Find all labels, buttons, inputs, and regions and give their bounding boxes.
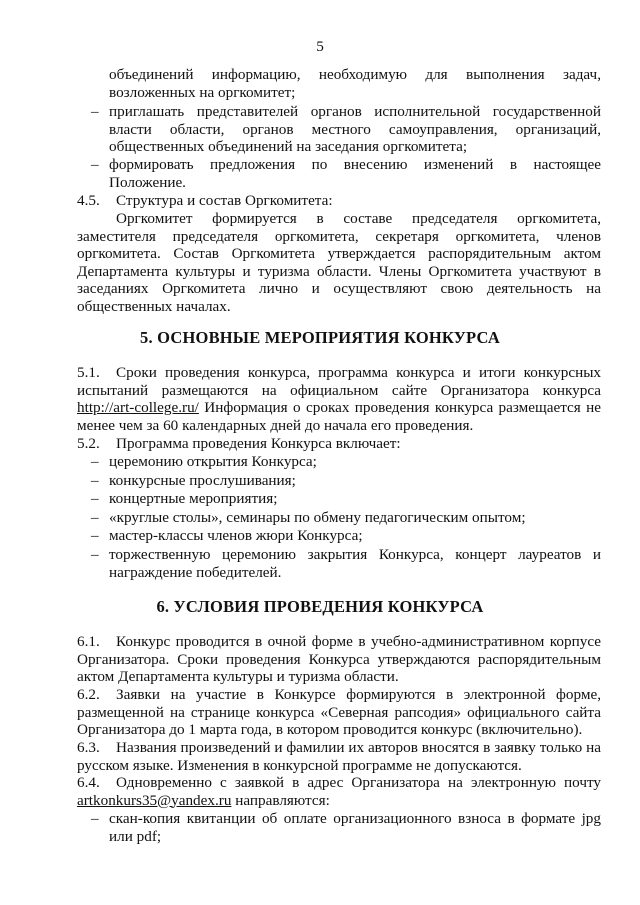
bullet-dash-icon: – (91, 156, 99, 173)
clause-6-1 (77, 633, 601, 686)
list-item (91, 472, 601, 490)
bullet-dash-icon: – (91, 472, 99, 489)
list-item (91, 527, 601, 545)
list-item (91, 490, 601, 508)
clause-4-5-title (77, 192, 601, 210)
clause-number: 6.4. (77, 774, 100, 791)
section-6-heading: 6. УСЛОВИЯ ПРОВЕДЕНИЯ КОНКУРСА (156, 597, 484, 616)
list-item-text: церемонию открытия Конкурса; (109, 453, 317, 470)
clause-text: Названия произведений и фамилии их авторов вносятся в заявку только на русском языке. Изменения в конкурсной программе не допускаются. (77, 739, 601, 774)
clause-6-2 (77, 686, 601, 739)
clause-number: 4.5. (77, 192, 100, 209)
bullet-dash-icon: – (91, 546, 99, 563)
list-item (91, 509, 601, 527)
clause-title: Структура и состав Оргкомитета: (116, 192, 333, 209)
list-item-text: конкурсные прослушивания; (109, 472, 296, 489)
bullet-dash-icon: – (91, 490, 99, 507)
college-site-link[interactable]: http://art-college.ru/ (77, 399, 199, 417)
bullet-dash-icon: – (91, 453, 99, 470)
clause-text: Программа проведения Конкурса включает: (116, 435, 401, 452)
clause-number: 5.1. (77, 364, 100, 381)
list-item (91, 810, 601, 845)
list-item (91, 103, 601, 156)
list-item (91, 546, 601, 581)
clause-text: Сроки проведения конкурса, программа конкурса и итоги конкурсных испытаний размещаются на официальном сайте Организатора конкурса (77, 364, 601, 399)
list-item-text: «круглые столы», семинары по обмену педагогическим опытом; (109, 509, 526, 526)
clause-text: Одновременно с заявкой в адрес Организатора на электронную почту (116, 774, 601, 791)
clause-number: 5.2. (77, 435, 100, 452)
clause-text: Конкурс проводится в очной форме в учебно-административном корпусе Организатора. Сроки проведения Конкурса утверждаются распорядительным актом Департамента культуры и туризма области. (77, 633, 601, 686)
page-number: 5 (316, 38, 324, 55)
clause-text-continued: Информация о сроках проведения конкурса размещается не менее чем за 60 календарных дней до начала его проведения. (77, 399, 602, 434)
clause-number: 6.1. (77, 633, 100, 650)
section-5-heading: 5. ОСНОВНЫЕ МЕРОПРИЯТИЯ КОНКУРСА (140, 328, 500, 347)
clause-text: Оргкомитет формируется в составе председателя оргкомитета, заместителя председателя оргкомитета, секретаря оргкомитета, членов оргкомитета. Состав Оргкомитета утверждается распорядительным актом Департамента культуры и туризма области. Члены Оргкомитета участвуют в заседаниях Оргкомитета лично и осуществляют свою деятельность на общественных началах. (77, 210, 601, 315)
clause-5-2 (77, 435, 601, 453)
bullet-dash-icon: – (91, 103, 99, 120)
continuation-line-2: возложенных на оргкомитет; (109, 84, 296, 101)
clause-6-4 (77, 774, 601, 809)
list-item-text: формировать предложения по внесению изменений в настоящее Положение. (109, 156, 601, 191)
list-item-text: скан-копия квитанции об оплате организационного взноса в формате jpg или pdf; (109, 810, 601, 845)
clause-number: 6.2. (77, 686, 100, 703)
list-item-text: приглашать представителей органов исполнительной государственной власти области, органов местного самоуправления, организаций, общественных объединений на заседания оргкомитета; (109, 103, 601, 156)
continuation-line-1: объединений информацию, необходимую для выполнения задач, (109, 66, 601, 83)
bullet-dash-icon: – (91, 527, 99, 544)
list-item (91, 453, 601, 471)
clause-4-5-text (77, 210, 601, 316)
list-item-text: торжественную церемонию закрытия Конкурса, концерт лауреатов и награждение победителей. (109, 546, 601, 581)
clause-5-1 (77, 364, 601, 434)
clause-6-3 (77, 739, 601, 774)
bullet-dash-icon: – (91, 509, 99, 526)
clause-text-continued: направляются: (235, 791, 330, 809)
contest-email-link[interactable]: artkonkurs35@yandex.ru (77, 791, 232, 809)
list-item-text: мастер-классы членов жюри Конкурса; (109, 527, 363, 544)
list-item (91, 156, 601, 191)
clause-number: 6.3. (77, 739, 100, 756)
list-item-text: концертные мероприятия; (109, 490, 278, 507)
clause-text: Заявки на участие в Конкурсе формируются в электронной форме, размещенной на странице конкурса «Северная рапсодия» официального сайта Организатора до 1 марта года, в котором проводится конкурс (включительно). (77, 686, 601, 739)
bullet-dash-icon: – (91, 810, 99, 827)
